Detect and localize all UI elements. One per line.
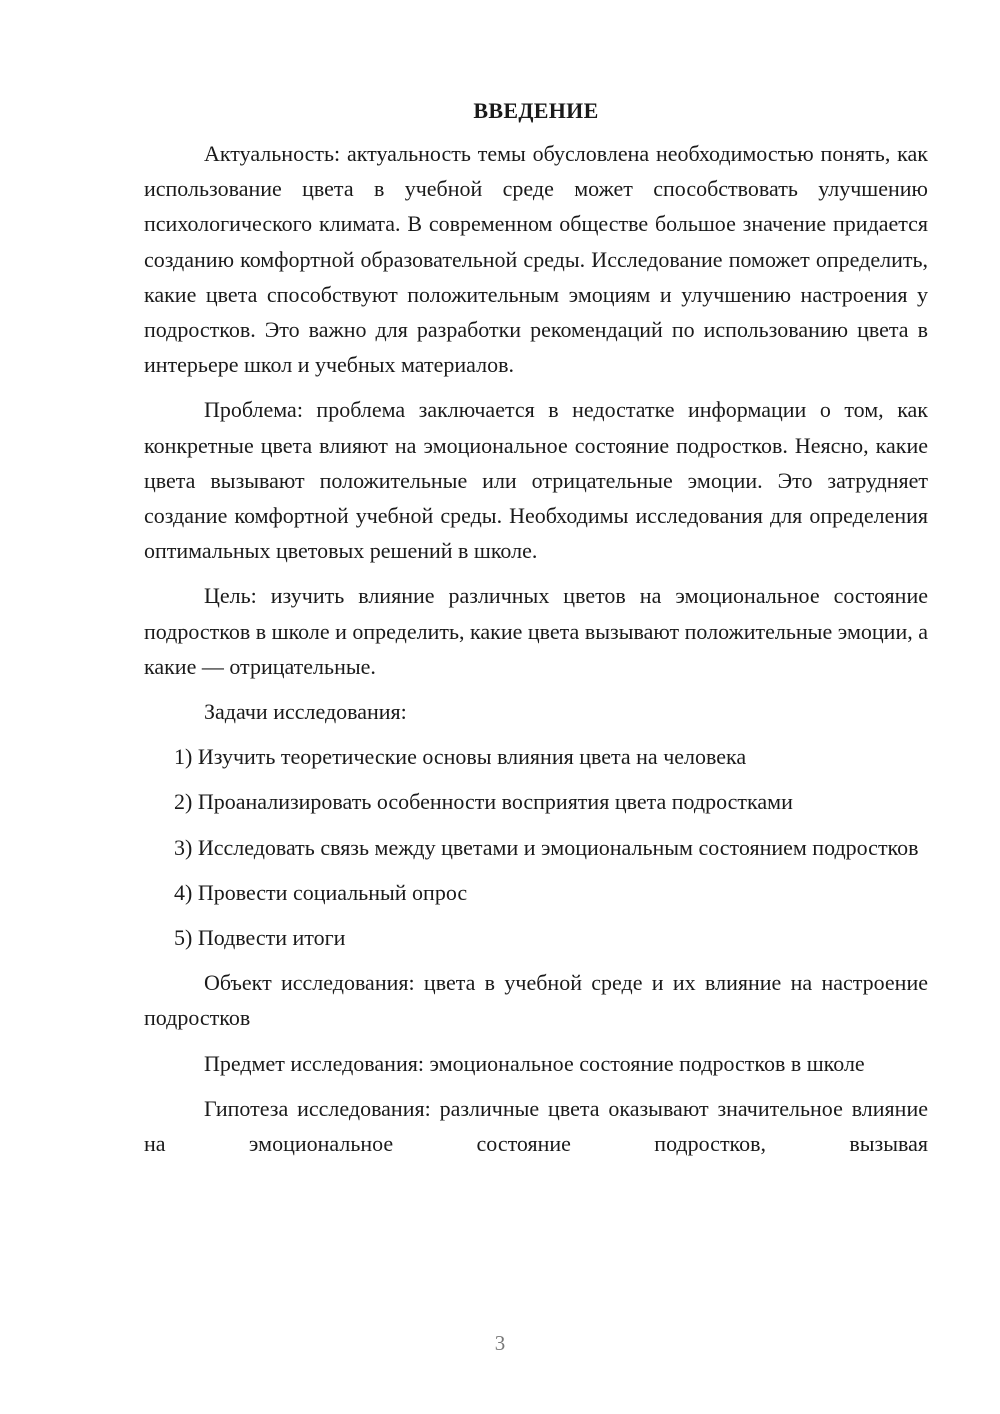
task-item-2: 2) Проанализировать особенности восприятия цвета подростками: [174, 789, 793, 815]
tasks-heading: Задачи исследования:: [204, 699, 407, 725]
relevance-paragraph: Актуальность: актуальность темы обусловлена необходимостью понять, как использование цвета в учебной среде может способствовать улучшению психологического климата. В современном обществе большое значение придается созданию комфортной образовательной среды. Исследование поможет определить, какие цвета способствуют положительным эмоциям и улучшению настроения у подростков. Это важно для разработки рекомендаций по использованию цвета в интерьере школ и учебных материалов.: [144, 141, 928, 378]
document-page: [144, 96, 928, 1171]
hypothesis-paragraph: Гипотеза исследования: различные цвета оказывают значительное влияние на эмоциональное состояние подростков, вызывая: [144, 1095, 928, 1157]
subject-paragraph: Предмет исследования: эмоциональное состояние подростков в школе: [204, 1050, 865, 1076]
page-number: 3: [494, 1331, 506, 1355]
task-item-1: 1) Изучить теоретические основы влияния цвета на человека: [174, 744, 747, 770]
object-paragraph: Объект исследования: цвета в учебной среде и их влияние на настроение подростков: [144, 970, 928, 1031]
task-item-4: 4) Провести социальный опрос: [174, 879, 468, 905]
problem-paragraph: Проблема: проблема заключается в недостатке информации о том, как конкретные цвета влияют на эмоциональное состояние подростков. Неясно, какие цвета вызывают положительные или отрицательные эмоции. Это затрудняет создание комфортной учебной среды. Необходимы исследования для определения оптимальных цветовых решений в школе.: [144, 397, 928, 564]
task-item-5: 5) Подвести итоги: [174, 925, 346, 951]
section-title: ВВЕДЕНИЕ: [473, 98, 599, 123]
goal-paragraph: Цель: изучить влияние различных цветов на эмоциональное состояние подростков в школе и определить, какие цвета вызывают положительные эмоции, а какие — отрицательные.: [144, 583, 928, 679]
task-item-3: 3) Исследовать связь между цветами и эмоциональным состоянием подростков: [174, 834, 919, 860]
